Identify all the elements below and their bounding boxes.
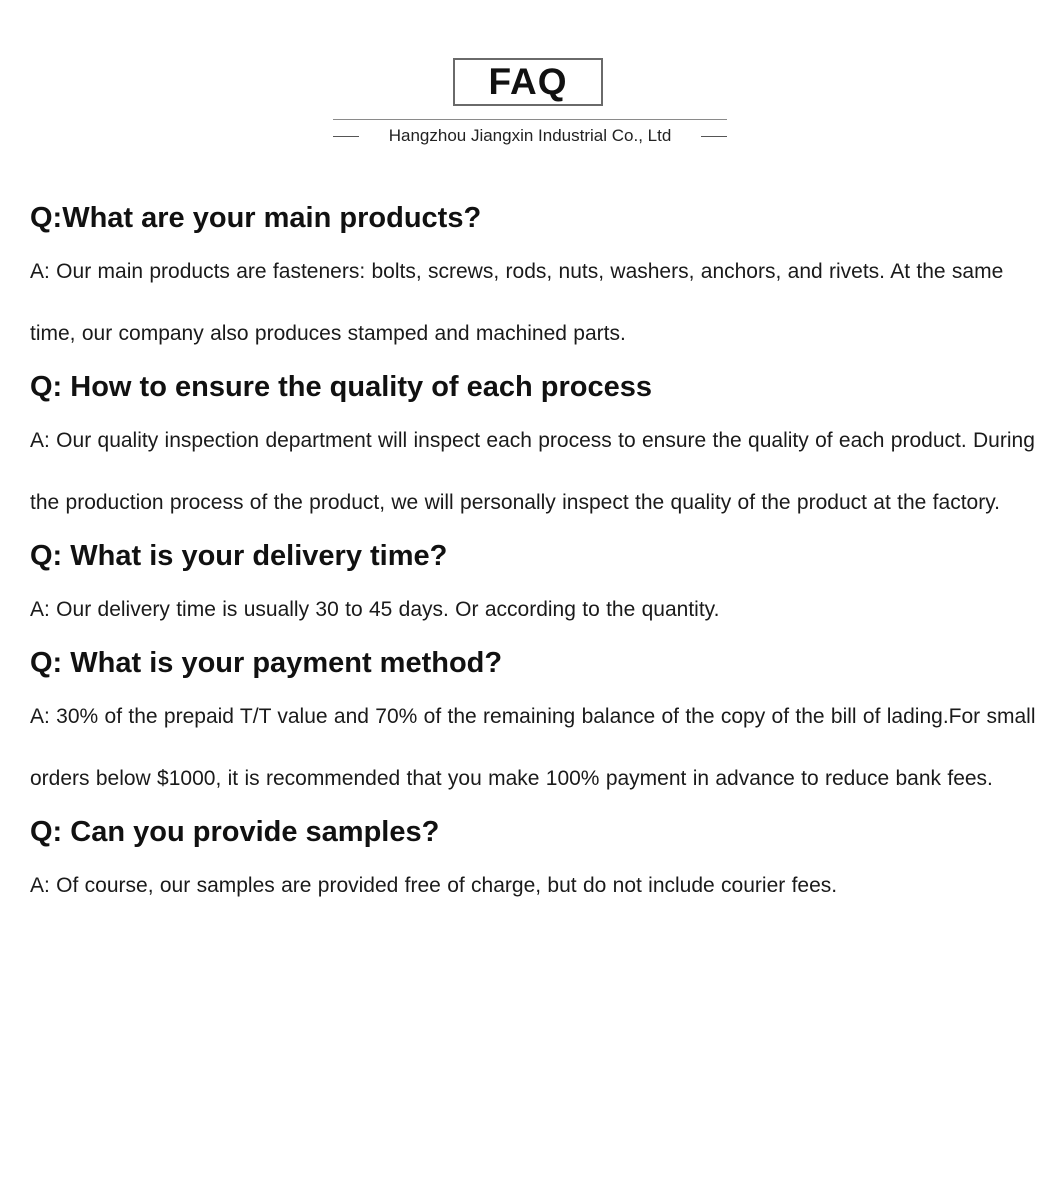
left-dash-divider	[333, 136, 359, 137]
faq-question: Q:What are your main products?	[30, 202, 482, 234]
faq-question: Q: How to ensure the quality of each process	[30, 371, 653, 403]
faq-answer: A: 30% of the prepaid T/T value and 70% of the remaining balance of the copy of the bill of lading.For small orders below $1000, it is recommended that you make 100% payment in advance to reduce bank fees.	[30, 705, 1036, 790]
faq-item-payment-method	[30, 641, 1040, 810]
company-name: Hangzhou Jiangxin Industrial Co., Ltd	[388, 126, 672, 145]
subtitle-row	[333, 125, 727, 147]
faq-answer: A: Our delivery time is usually 30 to 45 days. Or according to the quantity.	[30, 598, 720, 621]
faq-answer: A: Of course, our samples are provided free of charge, but do not include courier fees.	[30, 874, 838, 897]
faq-item-main-products	[30, 196, 1040, 365]
faq-item-samples	[30, 810, 1040, 917]
faq-question: Q: What is your delivery time?	[30, 540, 448, 572]
faq-question: Q: What is your payment method?	[30, 647, 503, 679]
faq-question: Q: Can you provide samples?	[30, 816, 440, 848]
right-dash-divider	[701, 136, 727, 137]
faq-list	[30, 196, 1040, 917]
faq-answer: A: Our quality inspection department will inspect each process to ensure the quality of each product. During the production process of the product, we will personally inspect the quality of the product at the factory.	[30, 429, 1035, 514]
faq-answer: A: Our main products are fasteners: bolts, screws, rods, nuts, washers, anchors, and rivets. At the same time, our company also produces stamped and machined parts.	[30, 260, 1004, 345]
faq-item-quality	[30, 365, 1040, 534]
page-header	[0, 0, 1060, 170]
faq-item-delivery-time	[30, 534, 1040, 641]
header-divider	[333, 119, 727, 120]
page-title: FAQ	[453, 58, 603, 106]
